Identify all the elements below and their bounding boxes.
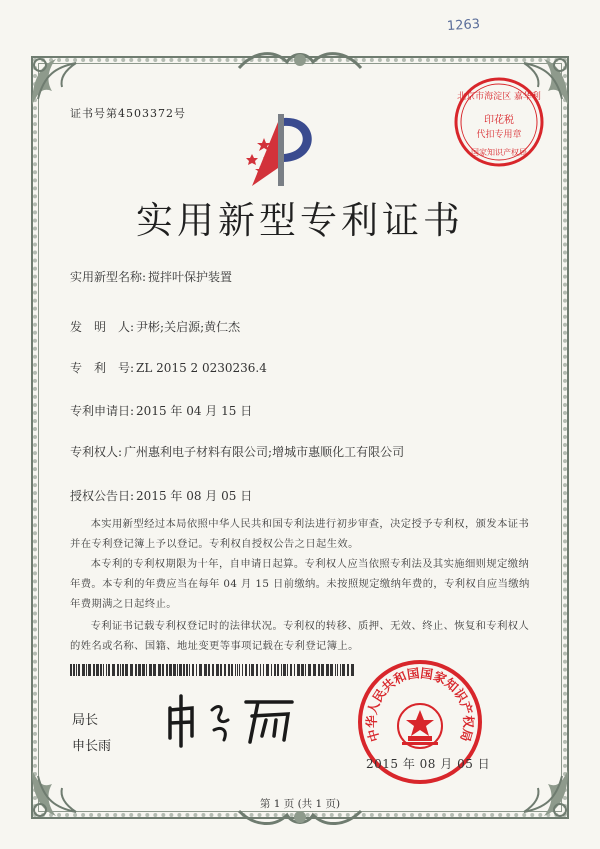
- barcode-bar: [249, 664, 250, 676]
- svg-text:国家知识产权局: 国家知识产权局: [471, 148, 527, 157]
- certificate-number: [70, 105, 186, 121]
- barcode-bar: [337, 664, 338, 676]
- barcode-bar: [235, 664, 236, 676]
- barcode-bar: [290, 664, 292, 676]
- patent-office-logo-icon: [238, 108, 328, 190]
- barcode-bar: [212, 664, 214, 676]
- barcode-bar: [297, 664, 300, 676]
- barcode-bar: [183, 664, 185, 676]
- field-grant-date: [70, 487, 252, 504]
- barcode-bar: [263, 664, 264, 676]
- legal-paragraph: 专利证书记载专利权登记时的法律状况。专利权的转移、质押、无效、终止、恢复和专利权人的姓名或名称、国籍、地址变更等事项记载在专利登记簿上。: [70, 620, 530, 652]
- barcode-bar: [347, 664, 349, 676]
- barcode-bar: [260, 664, 261, 676]
- handwritten-annotation: 1263: [446, 16, 481, 35]
- barcode-bar: [186, 664, 188, 676]
- barcode-bar: [106, 664, 107, 676]
- barcode-bar: [169, 664, 172, 676]
- director-name: 申长雨: [72, 739, 112, 754]
- barcode-bar: [120, 664, 121, 676]
- barcode: [70, 664, 355, 676]
- barcode-bar: [78, 664, 80, 676]
- barcode-bar: [220, 664, 222, 676]
- barcode-bar: [103, 664, 104, 676]
- barcode-bar: [96, 664, 99, 676]
- barcode-bar: [335, 664, 336, 676]
- barcode-bar: [76, 664, 77, 676]
- barcode-bar: [305, 664, 306, 676]
- corner-ornament-icon: [26, 51, 86, 111]
- barcode-bar: [228, 664, 230, 676]
- barcode-bar: [216, 664, 219, 676]
- field-value: 2015 年 08 月 05 日: [136, 489, 253, 503]
- barcode-bar: [93, 664, 95, 676]
- field-patentee: [70, 443, 404, 460]
- barcode-bar: [274, 664, 276, 676]
- barcode-bar: [112, 664, 115, 676]
- barcode-bar: [100, 664, 102, 676]
- barcode-bar: [173, 664, 176, 676]
- legal-paragraph: 本实用新型经过本局依照中华人民共和国专利法进行初步审查，决定授予专利权，颁发本证书并在专利登记簿上予以登记。专利权自授权公告之日起生效。: [70, 518, 530, 550]
- barcode-bar: [138, 664, 141, 676]
- barcode-bar: [135, 664, 137, 676]
- barcode-bar: [237, 664, 238, 676]
- field-label: 实用新型名称:: [70, 270, 147, 284]
- corner-ornament-icon: [514, 764, 574, 824]
- barcode-bar: [166, 664, 168, 676]
- barcode-bar: [108, 664, 110, 676]
- top-ornament-icon: [235, 48, 365, 74]
- svg-text:北京市海淀区 嘉华利: 北京市海淀区 嘉华利: [457, 92, 541, 102]
- certificate-number-suffix: 号: [174, 107, 186, 120]
- barcode-bar: [196, 664, 197, 676]
- barcode-bar: [251, 664, 254, 676]
- barcode-bar: [308, 664, 311, 676]
- field-inventor: [70, 318, 240, 335]
- barcode-bar: [313, 664, 316, 676]
- page-number: 第 1 页 (共 1 页): [259, 798, 341, 810]
- legal-paragraph: 本专利的专利权期限为十年，自申请日起算。专利权人应当依照专利法及其实施细则规定缴纳年费。本专利的年费应当在每年 04 月 15 日前缴纳。未按照规定缴纳年费的，专利权自应当缴纳年费期满之日起终止。: [70, 558, 530, 610]
- barcode-bar: [189, 664, 190, 676]
- barcode-bar: [88, 664, 91, 676]
- barcode-bar: [146, 664, 147, 676]
- certificate-number-label: 证书号第: [70, 107, 118, 120]
- field-value: 2015 年 04 月 15 日: [136, 404, 253, 418]
- barcode-bar: [70, 664, 72, 676]
- field-label: 授权公告日:: [70, 489, 135, 503]
- field-label: 发 明 人:: [70, 320, 135, 334]
- barcode-bar: [281, 664, 282, 676]
- barcode-bar: [86, 664, 87, 676]
- svg-text:代扣专用章: 代扣专用章: [476, 130, 522, 140]
- barcode-bar: [351, 664, 354, 676]
- field-value: ZL 2015 2 0230236.4: [136, 361, 267, 375]
- barcode-bar: [162, 664, 164, 676]
- director-title: 局长: [72, 713, 99, 728]
- director-signature: [162, 690, 302, 750]
- barcode-bar: [301, 664, 304, 676]
- barcode-bar: [283, 664, 286, 676]
- barcode-bar: [177, 664, 178, 676]
- barcode-bar: [142, 664, 145, 676]
- barcode-bar: [245, 664, 247, 676]
- barcode-bar: [340, 664, 341, 676]
- field-value: 搅拌叶保护装置: [148, 270, 233, 284]
- page-title: 实用新型专利证书: [136, 199, 464, 242]
- barcode-bar: [318, 664, 320, 676]
- svg-text:印花税: 印花税: [484, 115, 514, 126]
- barcode-bar: [239, 664, 240, 676]
- barcode-bar: [117, 664, 119, 676]
- certificate-number-value: 4503372: [118, 107, 174, 120]
- barcode-bar: [179, 664, 182, 676]
- barcode-bar: [330, 664, 333, 676]
- svg-text:中华人民共和国国家知识产权局: 中华人民共和国国家知识产权局: [363, 665, 477, 744]
- barcode-bar: [199, 664, 202, 676]
- barcode-bar: [287, 664, 288, 676]
- barcode-bar: [153, 664, 156, 676]
- barcode-bar: [271, 664, 272, 676]
- corner-ornament-icon: [26, 764, 86, 824]
- seal-date: 2015 年 08 月 05 日: [366, 757, 491, 771]
- barcode-bar: [277, 664, 279, 676]
- field-application-date: [70, 402, 252, 419]
- barcode-bar: [208, 664, 210, 676]
- barcode-bar: [266, 664, 269, 676]
- barcode-bar: [192, 664, 194, 676]
- barcode-bar: [342, 664, 345, 676]
- barcode-bar: [130, 664, 133, 676]
- barcode-bar: [82, 664, 85, 676]
- field-value: 广州惠利电子材料有限公司;增城市惠顺化工有限公司: [124, 445, 405, 459]
- barcode-bar: [122, 664, 124, 676]
- field-patent-number: [70, 359, 267, 376]
- tax-seal: [452, 75, 546, 169]
- field-utility-model-name: [70, 268, 232, 285]
- field-label: 专 利 号:: [70, 361, 135, 375]
- barcode-bar: [158, 664, 161, 676]
- barcode-bar: [231, 664, 233, 676]
- field-label: 专利权人:: [70, 445, 123, 459]
- barcode-bar: [242, 664, 243, 676]
- barcode-bar: [149, 664, 152, 676]
- barcode-bar: [125, 664, 128, 676]
- barcode-bar: [256, 664, 258, 676]
- barcode-bar: [73, 664, 75, 676]
- barcode-bar: [204, 664, 207, 676]
- barcode-bar: [326, 664, 329, 676]
- field-label: 专利申请日:: [70, 404, 135, 418]
- barcode-bar: [321, 664, 324, 676]
- barcode-bar: [294, 664, 295, 676]
- barcode-bar: [224, 664, 226, 676]
- field-value: 尹彬;关启源;黄仁杰: [136, 320, 241, 334]
